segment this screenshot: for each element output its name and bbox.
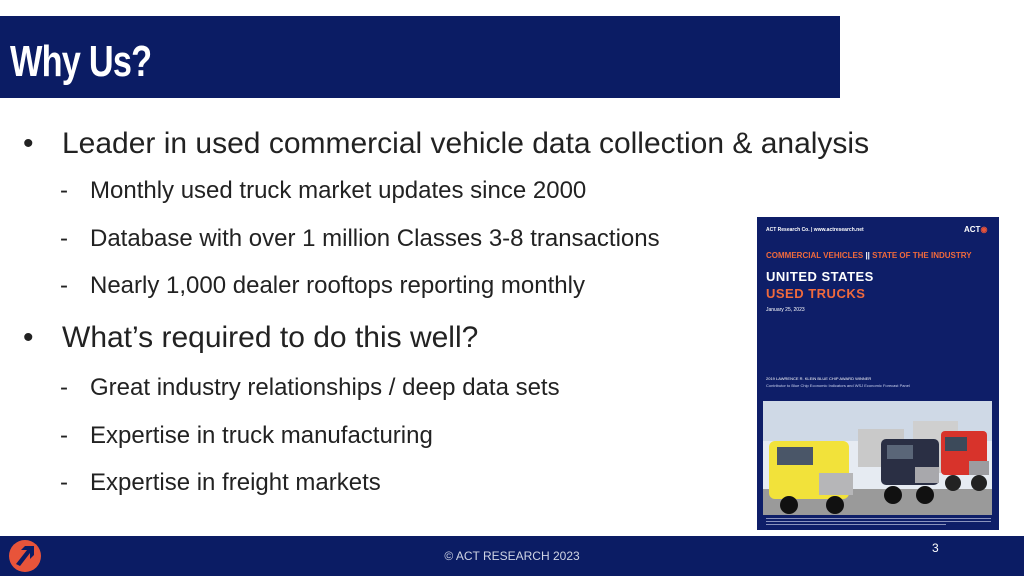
slide-title: Why Us? <box>10 37 152 86</box>
cover-fine-print <box>766 518 991 528</box>
sub-bullet-text: Database with over 1 million Classes 3-8 transactions <box>90 225 660 252</box>
bullet-icon: • <box>23 127 34 160</box>
cover-date: January 25, 2023 <box>766 307 805 313</box>
footer-copyright: © ACT RESEARCH 2023 <box>444 549 580 563</box>
dash-icon: - <box>60 225 68 252</box>
cover-title-line2: USED TRUCKS <box>766 286 866 301</box>
cover-header: ACT Research Co. | www.actresearch.net <box>766 227 864 233</box>
trucks-photo <box>763 401 992 515</box>
dash-icon: - <box>60 374 68 401</box>
cover-series-right: STATE OF THE INDUSTRY <box>872 251 972 260</box>
bullet-text: What’s required to do this well? <box>62 321 479 354</box>
sub-bullet-text: Great industry relationships / deep data sets <box>90 374 560 401</box>
sub-bullet-text: Expertise in truck manufacturing <box>90 422 433 449</box>
footer-bar <box>0 536 1024 576</box>
bullet-text: Leader in used commercial vehicle data collection & analysis <box>62 127 870 160</box>
cover-award-subtitle: Contributor to Blue Chip Economic Indicators and WSJ Economic Forecast Panel <box>766 383 910 388</box>
dash-icon: - <box>60 272 68 299</box>
cover-title-line1: UNITED STATES <box>766 269 874 284</box>
cover-logo-text: ACT <box>964 225 981 234</box>
dash-icon: - <box>60 177 68 204</box>
dash-icon: - <box>60 469 68 496</box>
dash-icon: - <box>60 422 68 449</box>
cover-award: 2019 LAWRENCE R. KLEIN BLUE CHIP AWARD WINNER <box>766 376 872 381</box>
cover-series-separator: || <box>865 251 870 260</box>
sub-bullet-text: Nearly 1,000 dealer rooftops reporting monthly <box>90 272 585 299</box>
cover-series <box>766 251 972 260</box>
page-number: 3 <box>932 541 939 555</box>
cover-series-left: COMMERCIAL VEHICLES <box>766 251 864 260</box>
report-cover-image <box>757 217 999 530</box>
sub-bullet-text: Expertise in freight markets <box>90 469 381 496</box>
bullet-icon: • <box>23 321 34 354</box>
act-logo-icon: ACT◉ <box>964 225 988 234</box>
sub-bullet-text: Monthly used truck market updates since 2000 <box>90 177 587 204</box>
